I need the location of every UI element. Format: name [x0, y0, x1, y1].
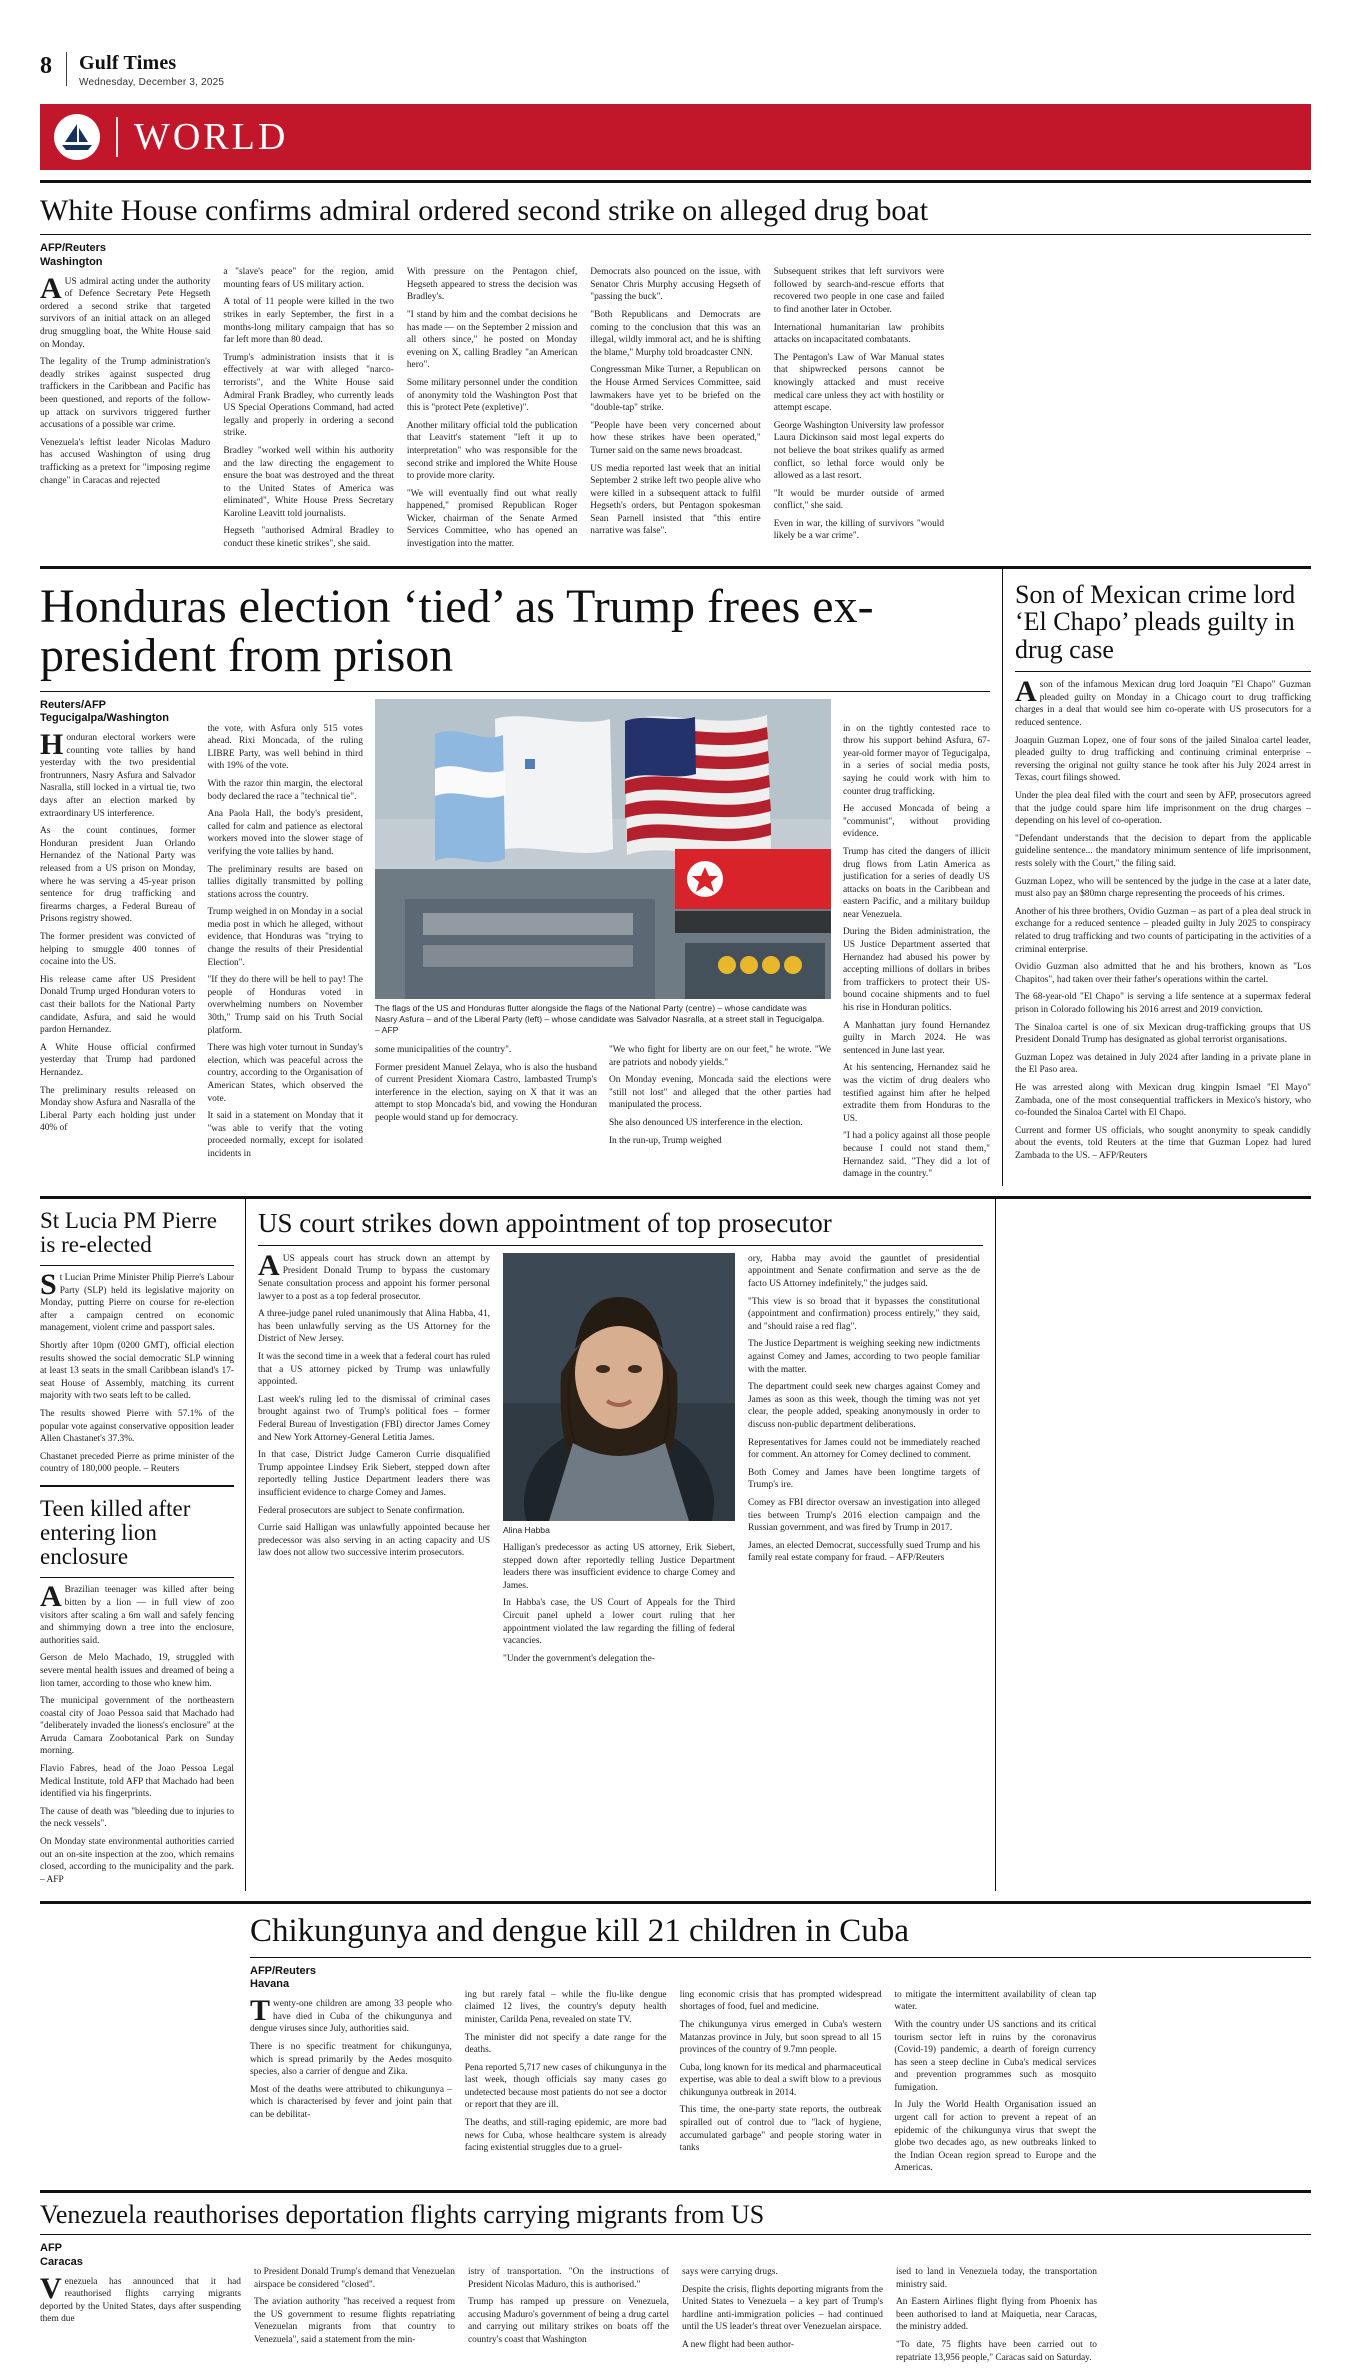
paragraph: in on the tightly contested race to throw his support behind Asfura, 67-year-old former mayor of Tegucigalpa, in a series of social media posts, saying he could work with him to counter drug trafficking.	[842, 723, 990, 797]
paragraph: Trump's administration insists that it is effectively at war with alleged "narco-terrorists", and the White House said Admiral Frank Bradley, who currently leads US Special Operations Command, had acted legally and properly in ordering a second strike.	[223, 352, 394, 439]
page-number: 8	[40, 53, 52, 79]
paragraph: ling economic crisis that has prompted widespread shortages of food, fuel and medicine.	[679, 1989, 882, 2013]
right-rail-continued	[995, 1199, 1311, 1892]
paragraph: Guzman Lopez, who will be sentenced by the judge in the case at a later date, must also pay an $80mn charge representing the proceeds of his crimes.	[1015, 876, 1311, 900]
paragraph: As the count continues, former Honduran president Juan Orlando Hernandez of the National Party was released from a US prison on Monday, where he was serving a 45-year prison sentence for drug trafficking and firearms charges, a Federal Bureau of Prisons registry showed.	[40, 826, 196, 925]
paragraph: "I had a policy against all those people because I could not stand them," Hernandez said. "They did a lot of damage in the country."	[842, 1131, 990, 1180]
paragraph: Democrats also pounced on the issue, with Senator Chris Murphy accusing Hegseth of "passing the buck".	[590, 267, 761, 303]
paragraph: In Habba's case, the US Court of Appeals for the Third Circuit panel upheld a lower court ruling that her appointment violated the law regarding the filling of federal vacancies.	[503, 1598, 736, 1647]
paragraph: It said in a statement on Monday that it "was able to verify that the voting proceeded normally, except for isolated incidents in	[207, 1111, 363, 1159]
honduras-byline: Reuters/AFP	[40, 698, 107, 711]
paragraph: "This view is so broad that it bypasses the constitutional (appointment and confirmation) process entirely," they said, and "should raise a red flag".	[748, 1296, 981, 1332]
chikungunya-dateline: Havana	[250, 1978, 290, 1991]
paragraph: On Monday state environmental authorities carried out an on-site inspection at the zoo, which remains closed, according to the municipality and the park. – AFP	[40, 1837, 235, 1885]
paragraph: Gerson de Melo Machado, 19, struggled with severe mental health issues and dreamed of being a lion tamer, according to those who knew him.	[40, 1653, 235, 1689]
paragraph: Federal prosecutors are subject to Senate confirmation.	[258, 1505, 465, 1516]
paragraph: She also denounced US interference in the election.	[608, 1118, 803, 1129]
paragraph: There was high voter turnout in Sunday's election, which was peaceful across the country, according to the Organisation of American States, which observed the vote.	[207, 1043, 363, 1104]
paragraph: This time, the one-party state reports, the outbreak spiralled out of control due to "lack of hygiene, accumulated garbage" and people storing water in tanks	[679, 2105, 882, 2154]
paragraph: In the run-up, Trump weighed	[608, 1135, 722, 1146]
paragraph: Currie said Halligan was unlawfully appointed because her predecessor was also serving in an acting capacity and US law does not allow two successive interim prosecutors.	[258, 1523, 491, 1559]
paragraph: Congressman Mike Turner, a Republican on the House Armed Services Committee, said lawmakers have yet to be briefed on the "double-tap" strike.	[590, 365, 761, 414]
honduras-story	[40, 569, 990, 1186]
venezuela-byline: AFP	[40, 2242, 62, 2255]
paragraph: Flavio Fabres, head of the Joao Pessoa Legal Medical Institute, told AFP that Machado had been identified via his fingerprints.	[40, 1764, 235, 1800]
paragraph: His release came after US President Donald Trump urged Honduran voters to cast their ballots for the National Party candidate, Asfura, and said he would pardon Hernandez.	[40, 974, 196, 1036]
paragraph: Current and former US officials, who sought anonymity to speak candidly about the events, told Reuters at the time that Guzman Lopez had lured Zambada to the US. – AFP/Reuters	[1015, 1125, 1311, 1161]
paragraph: "I stand by him and the combat decisions he has made — on the September 2 mission and all others since," he posted on Monday evening on X, calling Bradley "an American hero".	[406, 309, 578, 371]
top-story-columns	[40, 242, 1311, 555]
paragraph: Venezuela's leftist leader Nicolas Maduro has accused Washington of using drug trafficking as a pretext for "imposing regime change" in Caracas and rejected	[40, 437, 211, 486]
paragraph: Hegseth "authorised Admiral Bradley to conduct these kinetic strikes", she said.	[223, 526, 394, 550]
teen-headline: Teen killed after entering lion enclosure	[40, 1495, 191, 1570]
paragraph: Former president Manuel Zelaya, who is also the husband of current President Xiomara Castro, lambasted Trump's interference in the election, saying on X that it was an attempt to stop Moncada's bid, and vowing the Honduran people would stand up for democracy.	[374, 1062, 597, 1124]
paragraph: Comey as FBI director oversaw an investigation into alleged ties between Trump's 2016 election campaign and the Russian government, and was fired by Trump in 2017.	[748, 1497, 981, 1534]
masthead-divider	[66, 52, 67, 86]
paragraph: Twenty-one children are among 33 people who have died in Cuba of the chikungunya and dengue viruses since July, authorities said.	[250, 1994, 452, 2035]
paragraph: Bradley "worked well within his authority and the law directing the engagement to ensure the boat was destroyed and the threat to the United States of America was eliminated", White House Press Secretary Karoline Leavitt told journalists.	[223, 445, 394, 519]
paragraph: International humanitarian law prohibits attacks on incapacitated combatants.	[773, 322, 945, 346]
paragraph: "It would be murder outside of armed conflict," she said.	[773, 488, 945, 512]
paragraph: The deaths, and still-raging epidemic, are more bad news for Cuba, whose healthcare system is already facing existential struggles due to a gruel-	[464, 2118, 667, 2154]
paragraph: A White House official confirmed yesterday that Trump had pardoned Hernandez.	[40, 1042, 196, 1078]
rule-under-banner	[40, 180, 1311, 183]
paragraph: Trump has ramped up pressure on Venezuela, accusing Maduro's government of being a drug cartel and carrying out military strikes on boats off the country's coast that Washington	[468, 2297, 669, 2346]
paragraph: "To date, 75 flights have been carried out to repatriate 13,956 people," Caracas said on Saturday.	[896, 2340, 1097, 2363]
paragraph: St Lucian Prime Minister Philip Pierre's Labour Party (SLP) held its legislative majority on Monday, putting Pierre on course for re-election after a campaign centred on economic management, violent crime and passport sales.	[40, 1268, 235, 1334]
sailboat-logo-icon	[54, 114, 100, 160]
paragraph: ory, Habba may avoid the gauntlet of presidential appointment and Senate confirmation and serve as the de facto US Attorney indefinitely," the judges said.	[748, 1253, 981, 1290]
paragraph: The aviation authority "has received a request from the US government to resume flights repatriating Venezuelan migrants from that country to Venezuela", said a statement from the min-	[254, 2297, 455, 2346]
paragraph: Even in war, the killing of survivors "would likely be a war crime".	[773, 518, 945, 542]
paragraph: Most of the deaths were attributed to chikungunya – which is characterised by fever and joint pain that can be debilitat-	[250, 2084, 452, 2120]
paragraph: The Sinaloa cartel is one of six Mexican drug-trafficking groups that US President Donald Trump has designated as global terrorist organisations.	[1015, 1022, 1311, 1046]
paragraph: The cause of death was "bleeding due to injuries to the neck vessels".	[40, 1806, 235, 1830]
paragraph: With pressure on the Pentagon chief, Hegseth appeared to stress the decision was Bradley's.	[406, 267, 578, 303]
paragraph: the vote, with Asfura only 515 votes ahead. Rixi Moncada, of the ruling LIBRE Party, was well behind in third with 19% of the vote.	[207, 723, 363, 772]
paragraph: Both Comey and James have been longtime targets of Trump's ire.	[748, 1467, 981, 1491]
paragraph: US media reported last week that an initial September 2 strike left two people alive who were killed in a subsequent attack to fulfil Hegseth's orders, but Pentagon spokesman Sean Parnell insisted that "this entire narrative was false".	[590, 463, 761, 537]
paragraph: "We who fight for liberty are on our feet," he wrote. "We are patriots and nobody yields."	[608, 1045, 831, 1068]
paragraph: Under the plea deal filed with the court and seen by AFP, prosecutors agreed that the judge could spare him life imprisonment on the drug charges – depending on his level of co-operation.	[1015, 791, 1311, 827]
paragraph: Venezuela has announced that it had reauthorised flights carrying migrants deported by the United States, days after suspending them due	[40, 2271, 241, 2325]
paragraph: He accused Moncada of being a "communist", without providing evidence.	[842, 804, 990, 840]
paragraph: "Defendant understands that the decision to depart from the applicable guideline sentence... the mandatory minimum sentence of life imprisonment, rests solely with the Court," the filing said.	[1015, 833, 1311, 870]
paragraph: The legality of the Trump administration's deadly strikes against suspected drug traffickers in the Caribbean and Pacific has been questioned, and reports of the follow-up attack on survivors triggered further accusations of a possible war crime.	[40, 357, 211, 431]
paragraph: AUS appeals court has struck down an attempt by President Donald Trump to bypass the customary Senate consultation process and appoint his former personal lawyer to a post as a top federal prosecutor.	[258, 1248, 491, 1302]
paragraph: With the country under US sanctions and its critical tourism sector left in ruins by the coronavirus (Covid-19) pandemic, a dearth of foreign currency has seen a steep decline in Cuba's medical services and prevention programmes such as mosquito fumigation.	[894, 2019, 1097, 2093]
paragraph: a "slave's peace" for the region, amid mounting fears of US military action.	[223, 267, 394, 290]
section-banner	[40, 104, 1311, 170]
paragraph: Guzman Lopez was detained in July 2024 after landing in a private plane in the El Paso area.	[1015, 1052, 1311, 1076]
venezuela-headline: Venezuela reauthorises deportation flights carrying migrants from US	[40, 2200, 765, 2230]
paragraph: There is no specific treatment for chikungunya, which is spread primarily by the Aedes mosquito species, also a carrier of dengue and Zika.	[250, 2042, 452, 2078]
chapo-story	[1002, 569, 1311, 1186]
top-story-dateline: Washington	[40, 255, 103, 268]
paragraph: Another military official told the publication that Leavitt's statement "left it up to interpretation" who was responsible for the second strike and implored the White House to provide more clarity.	[406, 420, 578, 482]
left-briefs	[40, 1199, 246, 1892]
honduras-dateline: Tegucigalpa/Washington	[40, 712, 169, 725]
paragraph: AUS admiral acting under the authority of Defence Secretary Pete Hegseth ordered a second strike that targeted survivors of an initial attack on an alleged drug smuggling boat, the White House said on Monday.	[40, 271, 211, 350]
paragraph: The Pentagon's Law of War Manual states that shipwrecked persons cannot be knowingly attacked and must receive medical care unless they act with hostility or attempt escape.	[773, 352, 945, 414]
paragraph: Ovidio Guzman also admitted that he and his brothers, known as "Los Chapitos", had taken over their father's operations within the cartel.	[1015, 962, 1311, 985]
paragraph: The Justice Department is weighing seeking new indictments against Comey and James, according to two people familiar with the matter.	[748, 1339, 981, 1375]
paragraph: A three-judge panel ruled unanimously that Alina Habba, 41, has been unlawfully serving as the US Attorney for the District of New Jersey.	[258, 1309, 491, 1345]
honduras-headline: Honduras election ‘tied’ as Trump frees ex-president from prison	[40, 579, 874, 682]
paragraph: ised to land in Venezuela today, the transportation ministry said.	[896, 2267, 1097, 2290]
chikungunya-byline: AFP/Reuters	[250, 1964, 317, 1977]
paragraph: With the razor thin margin, the electoral body declared the race a "technical tie".	[207, 778, 363, 802]
paragraph: to mitigate the intermittent availability of clean tap water.	[894, 1989, 1097, 2013]
paragraph: He was arrested along with Mexican drug kingpin Ismael "El Mayo" Zambada, one of the most consequential traffickers in Mexico's history, who co-founded the Sinaloa Cartel with El Chapo.	[1015, 1082, 1311, 1119]
paragraph: A Manhattan jury found Hernandez guilty in March 2024. He was sentenced in June last year.	[842, 1020, 990, 1056]
paragraph: Pena reported 5,717 new cases of chikungunya in the last week, though officials say many cases go undetected because most patients do not see a doctor or report that they are ill.	[464, 2062, 667, 2111]
honduras-flags-photo	[375, 699, 831, 999]
paragraph: In July the World Health Organisation issued an urgent call for action to prevent a repeat of an epidemic of the chikungunya virus that swept the globe two decades ago, as new outbreaks linked to the Indian Ocean region spread to Europe and the Americas.	[894, 2100, 1097, 2174]
paragraph: Shortly after 10pm (0200 GMT), official election results showed the social democratic SLP winning at least 13 seats in the small Caribbean island's 17-seat House of Assembly, matching its current majority with two seats left to be called.	[40, 1341, 235, 1402]
top-story-headline: White House confirms admiral ordered second strike on alleged drug boat	[40, 194, 929, 227]
paragraph: A new flight had been author-	[682, 2340, 795, 2351]
section-title: WORLD	[134, 116, 289, 158]
paragraph: James, an elected Democrat, successfully sued Trump and his family real estate company for fraud. – AFP/Reuters	[748, 1540, 981, 1564]
paragraph: Another of his three brothers, Ovidio Guzman – as part of a plea deal struck in exchange for a reduced sentence – pleaded guilty in July 2025 to conspiracy related to drug trafficking and two counts of participating in the activities of a criminal enterprise.	[1015, 906, 1311, 955]
paragraph: Chastanet preceded Pierre as prime minister of the country of 180,000 people. – Reuters	[40, 1451, 235, 1475]
chapo-headline: Son of Mexican crime lord ‘El Chapo’ pleads guilty in drug case	[1015, 579, 1296, 664]
paragraph: An Eastern Airlines flight flying from Phoenix has been authorised to land at Maiquetia, near Caracas, the ministry added.	[896, 2297, 1097, 2333]
paragraph: Ana Paola Hall, the body's president, called for calm and patience as electoral workers moved into the slower stage of verifying the vote tallies by hand.	[207, 809, 363, 857]
bottom-section	[40, 1901, 1311, 2369]
publication-date: Wednesday, December 3, 2025	[79, 77, 225, 88]
main-section	[40, 569, 1311, 1186]
paragraph: Ason of the infamous Mexican drug lord Joaquin "El Chapo" Guzman pleaded guilty on Monday in a Chicago court to drug trafficking charges in a deal that would see him co-operate with US prosecutors for a reduced sentence.	[1015, 675, 1311, 729]
paragraph: The municipal government of the northeastern coastal city of Joao Pessoa said that Machado had "deliberately invaded the lioness's enclosure" at the Arruda Camara Zoobotanical Park on Sunday morning.	[40, 1696, 235, 1757]
top-story	[40, 195, 1311, 556]
paragraph: The former president was convicted of helping to smuggle 400 tonnes of cocaine into the US.	[40, 931, 196, 968]
chikungunya-headline: Chikungunya and dengue kill 21 children in Cuba	[250, 1913, 909, 1950]
paragraph: Last week's ruling led to the dismissal of criminal cases brought against two of Trump's political foes – former Federal Bureau of Investigation (FBI) director James Comey and New York Attorney-General Letitia James.	[258, 1394, 491, 1443]
paragraph: Trump weighed in on Monday in a social media post in which he alleged, without evidence, that Honduras was "trying to change the results of their Presidential Election".	[207, 907, 363, 968]
honduras-photo-caption: The flags of the US and Honduras flutter alongside the flags of the National Party (centre) – whose candidate was Nasry Asfura – and of the Liberal Party (left) – whose candidate was Salvador Nasralla, at a street stall in Tegucigalpa. – AFP	[374, 1002, 825, 1035]
stlucia-headline: St Lucia PM Pierre is re-elected	[40, 1207, 217, 1257]
paragraph: The 68-year-old "El Chapo" is serving a life sentence at a supermax federal prison in Colorado following his 2016 arrest and 2019 conviction.	[1015, 992, 1311, 1015]
paragraph: says were carrying drugs.	[682, 2267, 778, 2278]
court-headline: US court strikes down appointment of top prosecutor	[258, 1207, 832, 1238]
paper-name: Gulf Times	[79, 52, 177, 74]
paragraph: "We will eventually find out what really happened," promised Republican Roger Wicker, chairman of the Senate Armed Services Committee, who has opened an investigation into the matter.	[406, 488, 578, 550]
banner-divider	[116, 117, 118, 157]
paragraph: On Monday evening, Moncada said the elections were "still not lost" and alleged that the other parties had manipulated the process.	[608, 1075, 831, 1111]
paragraph: "Under the government's delegation the-	[503, 1653, 655, 1664]
paragraph: Halligan's predecessor as acting US attorney, Erik Siebert, stepped down after reportedly telling Justice Department leaders there was insufficient evidence to charge Comey and James.	[503, 1543, 736, 1591]
paragraph: The preliminary results are based on tallies digitally transmitted by polling stations across the country.	[207, 864, 363, 900]
paragraph: "People have been very concerned about how these strikes have been operated," Turner said on the same news broadcast.	[590, 420, 761, 456]
paragraph: The preliminary results released on Monday show Asfura and Nasralla of the Liberal Party each holding just under 40% of	[40, 1085, 196, 1134]
habba-photo-caption: Alina Habba	[503, 1524, 550, 1535]
alina-habba-photo	[503, 1253, 735, 1521]
paragraph: Joaquin Guzman Lopez, one of four sons of the jailed Sinaloa cartel leader, pleaded guilty to drug trafficking and continuing criminal enterprise – reversing the original not guilty stance he took after his July 2024 arrest in Texas, court filings showed.	[1015, 735, 1311, 784]
paragraph: Cuba, long known for its medical and pharmaceutical expertise, was able to deal a swift blow to a previous chikungunya outbreak in 2014.	[679, 2062, 882, 2098]
paragraph: The minister did not specify a date range for the deaths.	[464, 2032, 667, 2056]
paragraph: At his sentencing, Hernandez said he was the victim of drug dealers who testified against him after he helped extradite them from Honduras to the US.	[842, 1063, 990, 1124]
paragraph: Representatives for James could not be immediately reached for comment. An attorney for Comey declined to comment.	[748, 1437, 981, 1461]
paragraph: It was the second time in a week that a federal court has ruled that a US attorney picked by Trump was unlawfully appointed.	[258, 1351, 491, 1388]
paragraph: The chikungunya virus emerged in Cuba's western Matanzas province in July, but soon spread to all 15 provinces of the country of 9.7mn people.	[679, 2019, 882, 2056]
paragraph: Despite the crisis, flights deporting migrants from the United States to Venezuela – a key part of Trump's hardline anti-immigration policies – had continued until the US leader's threat over Venezuelan airspace.	[682, 2284, 884, 2333]
paragraph: Some military personnel under the condition of anonymity told the Washington Post that this is "protect Pete (expletive)".	[406, 377, 578, 414]
paragraph: The department could seek new charges against Comey and James as soon as this week, though the timing was not yet clear, the people added, speaking anonymously in order to discuss non-public department deliberations.	[748, 1382, 981, 1430]
paragraph: The results showed Pierre with 57.1% of the popular vote against conservative opposition leader Allen Chastanet's 37.3%.	[40, 1408, 235, 1445]
paragraph: istry of transportation. "On the instructions of President Nicolas Maduro, this is authorised."	[468, 2267, 669, 2290]
court-story	[258, 1199, 983, 1892]
paragraph: ABrazilian teenager was killed after being bitten by a lion — in full view of zoo visitors after scaling a 6m wall and safely fencing and shimmying down a tree into the enclosure, authorities said.	[40, 1580, 235, 1646]
paragraph: Honduran electoral workers were counting vote tallies by hand yesterday with the two presidential frontrunners, Nasry Asfura and Salvador Nasralla, still locked in a virtual tie, two days after an election marked by extraordinary US interference.	[40, 728, 196, 819]
paragraph: ing but rarely fatal – while the flu-like dengue claimed 12 lives, the country's deputy health minister, Carilda Pena, revealed on state TV.	[464, 1989, 667, 2025]
top-story-byline: AFP/Reuters	[40, 242, 107, 255]
paragraph: "Both Republicans and Democrats are coming to the conclusion that this was an illegal, wildly immoral act, and he is shifting the blame," Murphy told broadcaster CNN.	[590, 309, 761, 358]
masthead	[0, 0, 1351, 88]
paragraph: George Washington University law professor Laura Dickinson said most legal experts do not believe the boat strikes qualify as armed conflict, so lethal force would only be allowed as a last resort.	[773, 420, 945, 482]
paragraph: A total of 11 people were killed in the two strikes in early September, the first in a months-long military campaign that has so far left more than 80 dead.	[223, 297, 394, 346]
paragraph: some municipalities of the country".	[374, 1045, 512, 1056]
paragraph: Trump has cited the dangers of illicit drug flows from Latin America as justification for a series of deadly US attacks on boats in the Caribbean and eastern Pacific, and a military buildup near Venezuela.	[842, 846, 990, 920]
mid-section	[40, 1199, 1311, 1892]
paragraph: During the Biden administration, the US Justice Department asserted that Hernandez had abused his power by accepting millions of dollars in bribes from traffickers to protect their US-bound cocaine shipments and to fuel his rise in Honduran politics.	[842, 927, 990, 1014]
paragraph: "If they do there will be hell to pay! The people of Honduras voted in overwhelming numbers on November 30th," Trump said on his Truth Social platform.	[207, 975, 363, 1036]
venezuela-dateline: Caracas	[40, 2255, 83, 2268]
paragraph: to President Donald Trump's demand that Venezuelan airspace be considered "closed".	[254, 2267, 455, 2290]
paragraph: Subsequent strikes that left survivors were followed by search-and-rescue efforts that recovered two people in one case and failed to find another later in October.	[773, 267, 945, 315]
paragraph: In that case, District Judge Cameron Currie disqualified Trump appointee Lindsey Erik Siebert, stepped down after reportedly telling Justice Department leaders there was insufficient evidence to charge Comey and James.	[258, 1450, 491, 1498]
